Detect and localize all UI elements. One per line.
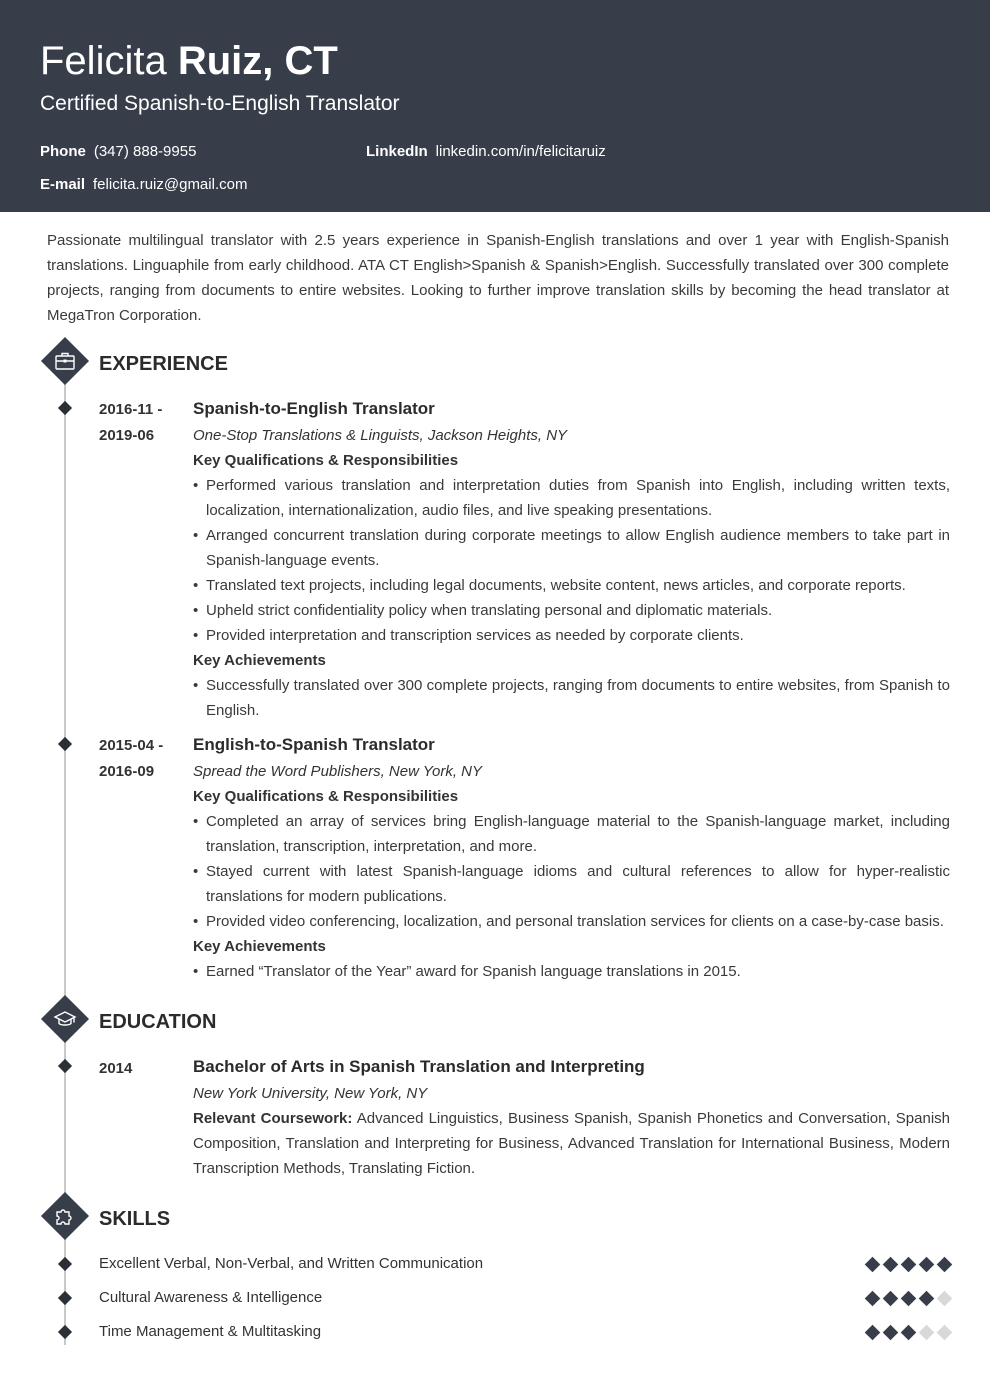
achievements-list (193, 959, 950, 984)
rating-diamond-filled (919, 1291, 935, 1307)
list-item: • Earned “Translator of the Year” award for Spanish language translations in 2015. (193, 959, 950, 984)
rating-diamond-filled (883, 1325, 899, 1341)
timeline-bullet (58, 1257, 72, 1271)
job-title: English-to-Spanish Translator (193, 735, 435, 754)
list-item: • Stayed current with latest Spanish-language idioms and cultural references to allow for hyper-realistic translations for modern publications. (193, 859, 950, 909)
degree-title: Bachelor of Arts in Spanish Translation and Interpreting (193, 1057, 645, 1076)
rating-diamond-empty (937, 1291, 953, 1307)
coursework-label: Relevant Coursework: (193, 1110, 353, 1127)
section-title-experience: EXPERIENCE (99, 353, 228, 375)
section-title-education: EDUCATION (99, 1011, 217, 1033)
achievements-heading: Key Achievements (193, 652, 326, 669)
graduation-cap-icon (41, 995, 89, 1043)
timeline-bullet (58, 737, 72, 751)
timeline-bullet (58, 1325, 72, 1339)
email-value: felicita.ruiz@gmail.com (93, 176, 248, 193)
skill-name: Cultural Awareness & Intelligence (99, 1289, 323, 1306)
job-title: Certified Spanish-to-English Translator (40, 92, 400, 115)
phone-label: Phone (40, 143, 86, 160)
skill-name: Excellent Verbal, Non-Verbal, and Written Communication (99, 1255, 484, 1272)
rating-diamond-filled (901, 1291, 917, 1307)
rating-diamond-filled (865, 1325, 881, 1341)
linkedin-value: linkedin.com/in/felicitaruiz (435, 143, 606, 160)
rating-diamond-filled (865, 1257, 881, 1273)
timeline-bullet (58, 401, 72, 415)
achievements-heading: Key Achievements (193, 938, 326, 955)
rating-diamond-filled (919, 1257, 935, 1273)
school-name: New York University, New York, NY (193, 1085, 428, 1102)
education-entry (193, 1056, 950, 1181)
job-entry (193, 398, 950, 723)
timeline-line-experience (64, 378, 66, 998)
coursework (193, 1106, 950, 1181)
linkedin-label: LinkedIn (366, 143, 428, 160)
coursework-text: Advanced Linguistics, Business Spanish, Spanish Phonetics and Conversation, Spanish Composition, Translation and Interpreting for Business, Advanced Translation for International Business, Modern Transcription Methods, Translating Fiction. (193, 1110, 951, 1177)
list-item: • Arranged concurrent translation during corporate meetings to allow English audience members to take part in Spanish-language events. (193, 523, 950, 573)
skill-rating (867, 1257, 950, 1271)
contact-phone (40, 143, 196, 161)
rating-diamond-filled (865, 1291, 881, 1307)
list-item: • Translated text projects, including legal documents, website content, news articles, and corporate reports. (193, 573, 950, 598)
timeline-bullet (58, 1059, 72, 1073)
rating-diamond-filled (883, 1257, 899, 1273)
phone-value: (347) 888-9955 (93, 143, 197, 160)
job-date-end: 2016-09 (99, 763, 155, 780)
skill-rating (867, 1291, 950, 1305)
contact-email (40, 176, 247, 194)
responsibilities-list (193, 809, 950, 934)
job-entry (193, 734, 950, 984)
job-date-end: 2019-06 (99, 427, 155, 444)
list-item: • Successfully translated over 300 complete projects, ranging from documents to entire websites, from Spanish to English. (193, 673, 950, 723)
qualifications-heading: Key Qualifications & Responsibilities (193, 452, 459, 469)
rating-diamond-filled (937, 1257, 953, 1273)
qualifications-heading: Key Qualifications & Responsibilities (193, 788, 459, 805)
contact-linkedin (366, 143, 606, 161)
list-item: • Performed various translation and interpretation duties from Spanish into English, including written texts, localization, internationalization, audio files, and live speaking presentations. (193, 473, 950, 523)
skill-name: Time Management & Multitasking (99, 1323, 322, 1340)
job-dates (99, 397, 179, 449)
briefcase-icon (41, 337, 89, 385)
candidate-name (40, 38, 338, 84)
responsibilities-list (193, 473, 950, 648)
rating-diamond-filled (901, 1257, 917, 1273)
achievements-list (193, 673, 950, 723)
rating-diamond-filled (901, 1325, 917, 1341)
education-date: 2014 (99, 1060, 133, 1077)
job-organization: Spread the Word Publishers, New York, NY (193, 763, 483, 780)
rating-diamond-filled (883, 1291, 899, 1307)
last-name: Ruiz, CT (177, 39, 338, 83)
section-title-skills: SKILLS (99, 1208, 171, 1230)
first-name: Felicita (40, 39, 167, 83)
list-item: • Provided interpretation and transcription services as needed by corporate clients. (193, 623, 950, 648)
job-date-start: 2016-11 - (99, 401, 163, 418)
list-item: • Upheld strict confidentiality policy when translating personal and diplomatic materials. (193, 598, 950, 623)
timeline-bullet (58, 1291, 72, 1305)
job-date-start: 2015-04 - (99, 737, 164, 754)
profile-summary: Passionate multilingual translator with 2.5 years experience in Spanish-English translations and over 1 year with English-Spanish translations. Linguaphile from early childhood. ATA CT English>Spanish & Spanish>English. Successfully translated over 300 complete projects, ranging from documents to entire websites. Looking to further improve translation skills by becoming the head translator at MegaTron Corporation. (47, 232, 949, 324)
job-title: Spanish-to-English Translator (193, 399, 435, 418)
job-organization: One-Stop Translations & Linguists, Jackson Heights, NY (193, 427, 568, 444)
skill-rating (867, 1325, 950, 1339)
job-dates (99, 733, 179, 785)
rating-diamond-empty (937, 1325, 953, 1341)
email-label: E-mail (40, 176, 86, 193)
resume-header (0, 0, 990, 212)
list-item: • Completed an array of services bring English-language material to the Spanish-language market, including translation, transcription, interpretation, and more. (193, 809, 950, 859)
rating-diamond-empty (919, 1325, 935, 1341)
puzzle-icon (41, 1192, 89, 1240)
list-item: • Provided video conferencing, localization, and personal translation services for clients on a case-by-case basis. (193, 909, 950, 934)
